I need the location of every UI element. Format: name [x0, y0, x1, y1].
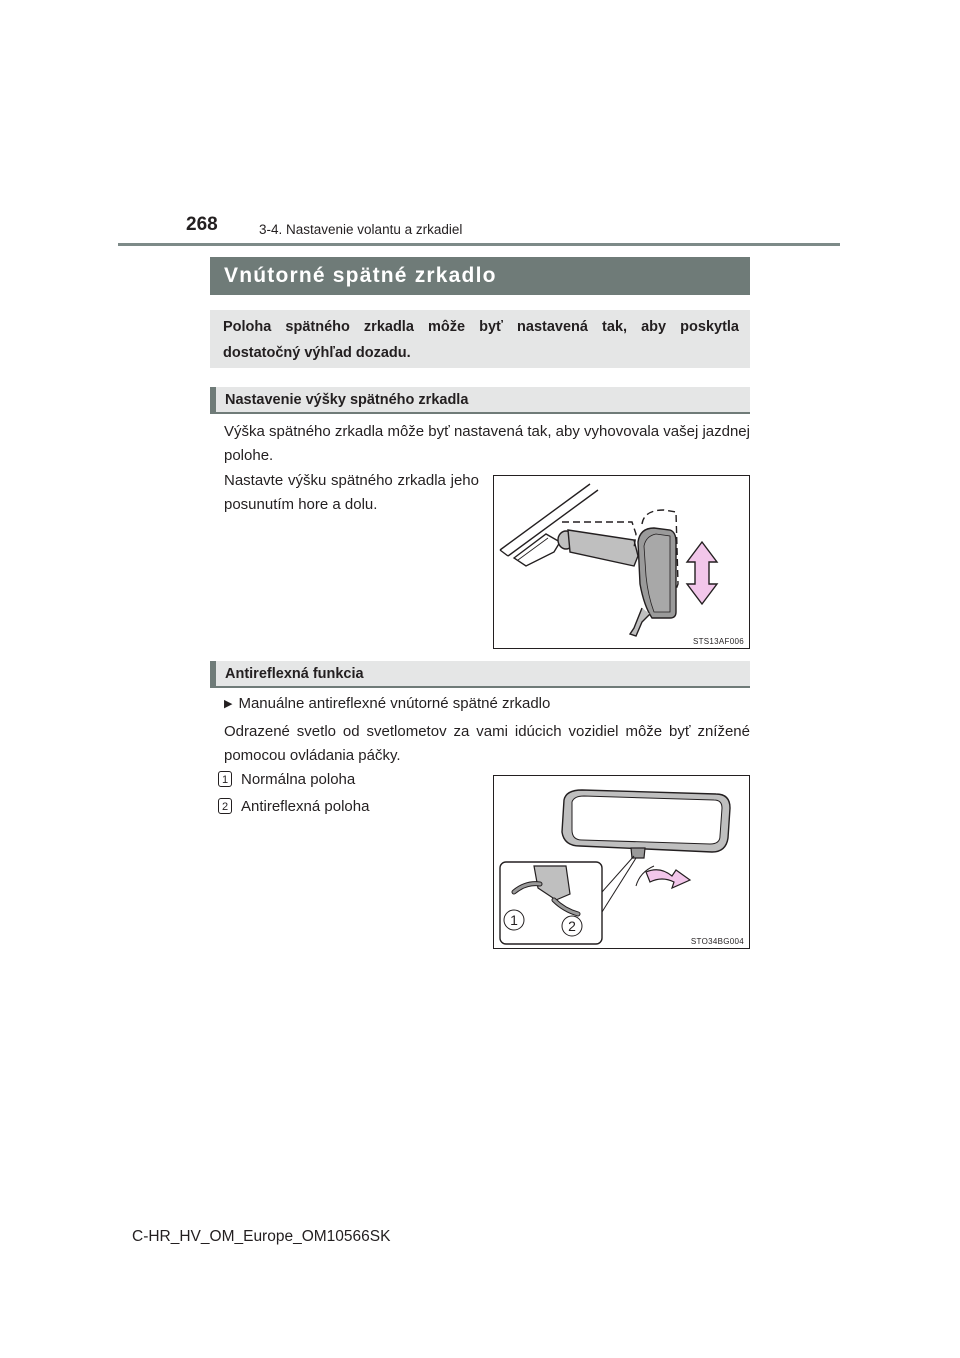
- height-section-heading: Nastavenie výšky spätného zrkadla: [210, 387, 750, 414]
- page-title: Vnútorné spätné zrkadlo: [210, 257, 750, 295]
- figure-label-1: 1: [510, 912, 518, 928]
- height-instruction-paragraph: Nastavte výšku spätného zrkadla jeho posunutím hore a dolu.: [224, 472, 479, 513]
- antiglare-bullet: [224, 692, 750, 716]
- number-badge-2: 2: [218, 798, 232, 814]
- header-rule: [118, 243, 840, 246]
- antiglare-figure: [493, 775, 750, 949]
- mirror-antiglare-illustration: [494, 776, 749, 948]
- position-item-2-label: Antireflexná poloha: [241, 798, 370, 815]
- position-item-1-label: Normálna poloha: [241, 771, 356, 788]
- height-section-paragraph: Výška spätného zrkadla môže byť nastavená tak, aby vyhovovala vašej jazdnej polohe.: [224, 423, 750, 464]
- intro-box: Poloha spätného zrkadla môže byť nastavená tak, aby poskytla dostatočný výhľad dozadu.: [210, 310, 750, 368]
- section-reference: 3-4. Nastavenie volantu a zrkadiel: [259, 222, 463, 237]
- bullet-arrow-icon: ▶: [224, 698, 233, 710]
- position-item-1: [218, 768, 478, 792]
- position-item-2: [218, 795, 478, 819]
- figure-label-2: 2: [568, 918, 576, 934]
- mirror-height-illustration: [494, 476, 749, 648]
- antiglare-paragraph: Odrazené svetlo od svetlometov za vami idúcich vozidiel môže byť znížené pomocou ovládania páčky.: [224, 723, 750, 764]
- height-figure-code: STS13AF006: [692, 637, 744, 646]
- number-badge-1: 1: [218, 771, 232, 787]
- height-adjust-figure: [493, 475, 750, 649]
- antiglare-bullet-text: Manuálne antireflexné vnútorné spätné zrkadlo: [238, 695, 551, 712]
- antiglare-section-heading: Antireflexná funkcia: [210, 661, 750, 688]
- antiglare-figure-code: STO34BG004: [690, 937, 744, 946]
- page-number: 268: [186, 214, 218, 235]
- document-footer: C-HR_HV_OM_Europe_OM10566SK: [132, 1228, 391, 1245]
